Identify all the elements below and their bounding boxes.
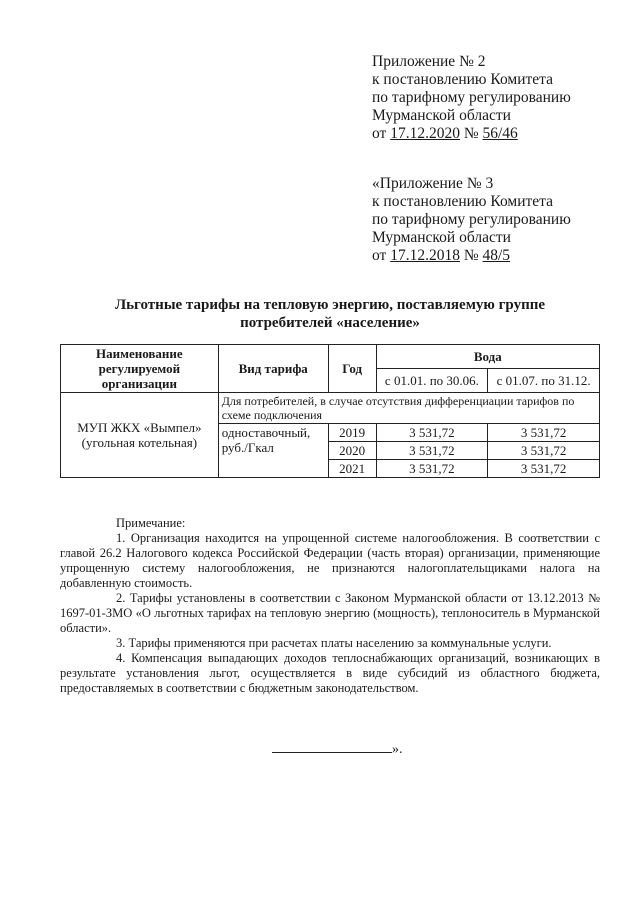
value-cell: 3 531,72 [376,424,488,442]
date-prefix: от [372,247,391,264]
appendix-line: Мурманской области [372,229,511,246]
appendix-line: по тарифному регулированию [372,89,571,106]
appendix-date: 17.12.2020 [390,125,460,142]
appendix-date-line [372,247,571,265]
tariff-kind-cell: одноставочный, руб./Гкал [218,424,328,478]
notes-section [60,516,600,696]
appendix-date: 17.12.2018 [390,247,460,264]
appendix-date-line [372,125,571,143]
appendix-line: к постановлению Комитета [372,193,553,210]
header-water: Вода [376,345,599,369]
table-row [61,393,600,424]
table-header-row [61,345,600,369]
closing-quote: ». [392,742,403,757]
appendix-line: Мурманской области [372,107,511,124]
number-prefix: № [459,247,483,264]
header-period-2: с 01.07. по 31.12. [488,369,600,393]
header-org: Наименование регулируемой организации [61,345,219,393]
appendix-title: Приложение № 2 [372,53,486,70]
title-line: потребителей «население» [240,315,420,331]
title-line: Льготные тарифы на тепловую энергию, поставляемую группе [114,297,546,313]
note-item: 2. Тарифы установлены в соответствии с Законом Мурманской области от 13.12.2013 № 1697-01-ЗМО «О льготных тарифах на тепловую энергию (мощность), теплоноситель в Мурманской области». [60,591,600,635]
value-cell: 3 531,72 [376,442,488,460]
date-prefix: от [372,125,391,142]
year-cell: 2021 [328,460,376,478]
document-title [60,296,600,332]
appendix-current-header [372,53,571,143]
header-period-1: с 01.01. по 30.06. [376,369,488,393]
header-year: Год [328,345,376,393]
value-cell: 3 531,72 [488,442,600,460]
appendix-number: 56/46 [482,125,518,142]
appendix-line: к постановлению Комитета [372,71,553,88]
tariff-table [60,344,600,478]
appendix-number: 48/5 [482,247,511,264]
notes-heading: Примечание: [116,516,186,530]
blank-line [272,740,392,753]
header-tariff-type: Вид тарифа [218,345,328,393]
appendix-previous-header [372,175,571,265]
note-item: 4. Компенсация выпадающих доходов теплоснабжающих организаций, возникающих в результате установления льгот, осуществляется в виде субсидий из областного бюджета, предоставляемых в соответствии с бюджетным законодательством. [60,651,600,695]
appendix-title: «Приложение № 3 [372,175,494,192]
consumer-note-cell: Для потребителей, в случае отсутствия дифференциации тарифов по схеме подключения [218,393,599,424]
org-name-cell: МУП ЖКХ «Вымпел» (угольная котельная) [61,393,219,478]
number-prefix: № [459,125,483,142]
value-cell: 3 531,72 [488,424,600,442]
closing-line [272,740,403,758]
value-cell: 3 531,72 [376,460,488,478]
value-cell: 3 531,72 [488,460,600,478]
year-cell: 2019 [328,424,376,442]
note-item: 1. Организация находится на упрощенной системе налогообложения. В соответствии с главой 26.2 Налогового кодекса Российской Федерации (часть вторая) организации, применяющие упрощенную систему налогообложения, не признаются налогоплательщиками налога на добавленную стоимость. [60,531,600,590]
year-cell: 2020 [328,442,376,460]
note-item: 3. Тарифы применяются при расчетах платы населению за коммунальные услуги. [116,636,552,650]
appendix-line: по тарифному регулированию [372,211,571,228]
